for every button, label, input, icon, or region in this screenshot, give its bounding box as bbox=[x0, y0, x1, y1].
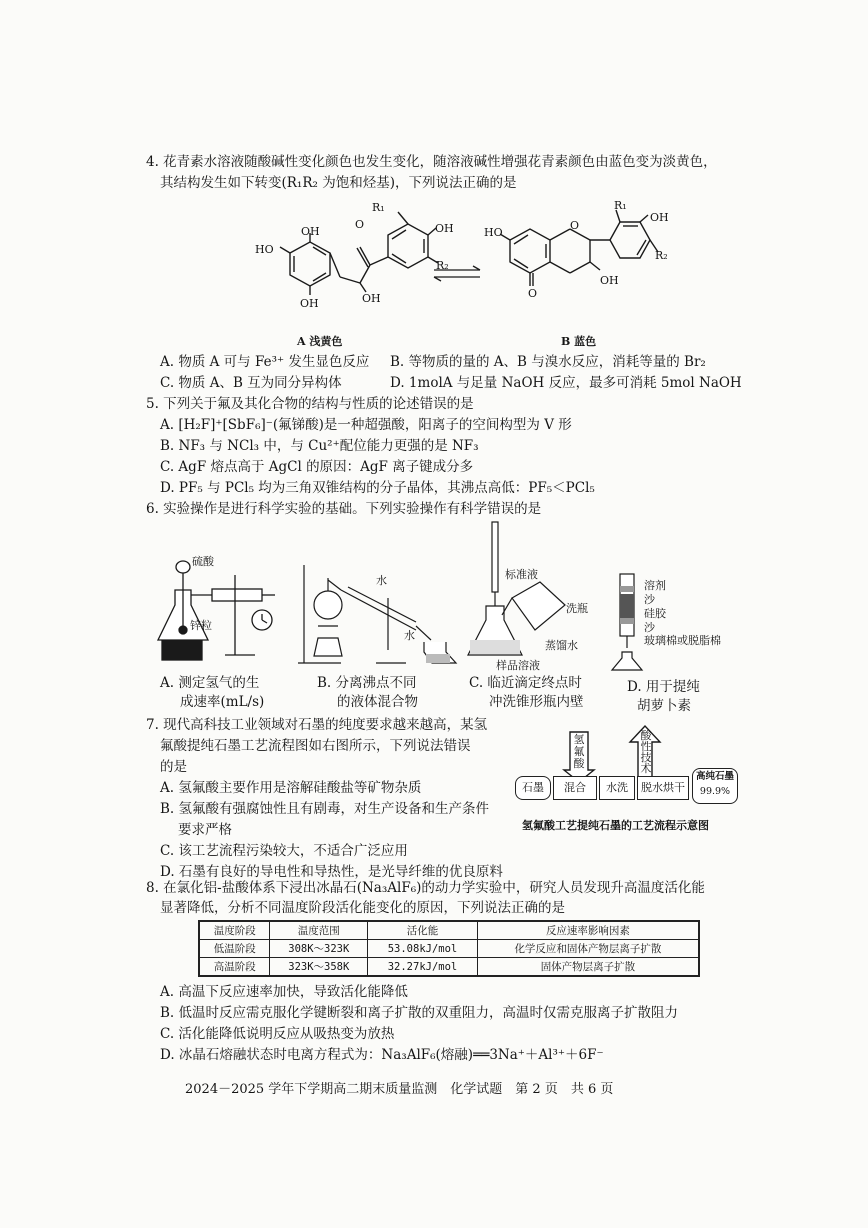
q8-option-c: C. 活化能降低说明反应从吸热变为放热 bbox=[160, 1026, 395, 1042]
table-cell: 高温阶段 bbox=[199, 958, 270, 977]
caption-a: A 浅黄色 bbox=[297, 335, 343, 348]
q4-stem-line1: 4. 花青素水溶液随酸碱性变化颜色也发生变化，随溶液碱性增强花青素颜色由蓝色变为淡黄色， bbox=[146, 154, 717, 170]
label-acid: 硫酸 bbox=[192, 555, 214, 568]
apparatus-d-image bbox=[608, 570, 648, 675]
label-sand-top: 沙 bbox=[644, 593, 655, 606]
q8-stem-line2: 显著降低，分析不同温度阶段活化能变化的原因，下列说法正确的是 bbox=[160, 900, 565, 916]
q4-option-d: D. 1molA 与足量 NaOH 反应，最多可消耗 5mol NaOH bbox=[390, 375, 742, 391]
label-distilled: 蒸馏水 bbox=[545, 639, 578, 652]
q6-option-b-line1: B. 分离沸点不同 bbox=[317, 675, 417, 691]
q8-option-b: B. 低温时反应需克服化学键断裂和离子扩散的双重阻力，高温时仅需克服离子扩散阻力 bbox=[160, 1005, 679, 1021]
label-oh: OH bbox=[301, 225, 320, 238]
flow-caption: 氢氟酸工艺提纯石墨的工艺流程示意图 bbox=[522, 819, 709, 832]
label-r1: R₁ bbox=[372, 201, 385, 214]
q7-option-a: A. 氢氟酸主要作用是溶解硅酸盐等矿物杂质 bbox=[160, 780, 422, 796]
q5-option-d: D. PF₅ 与 PCl₅ 均为三角双锥结构的分子晶体，其沸点高低：PF₅＜PCl₅ bbox=[160, 480, 595, 496]
q8-option-d: D. 冰晶石熔融状态时电离方程式为：Na₃AlF₆(熔融)══3Na⁺＋Al³⁺＋6F⁻ bbox=[160, 1047, 604, 1063]
table-header: 活化能 bbox=[368, 921, 478, 940]
q4-option-b: B. 等物质的量的 A、B 与溴水反应，消耗等量的 Br₂ bbox=[390, 354, 706, 370]
table-header: 温度范围 bbox=[270, 921, 368, 940]
label-zinc: 锌粒 bbox=[190, 619, 212, 632]
q6-stem: 6. 实验操作是进行科学实验的基础。下列实验操作有科学错误的是 bbox=[146, 501, 542, 517]
pure-label: 高纯石墨 bbox=[695, 771, 734, 782]
q5-option-c: C. AgF 熔点高于 AgCl 的原因：AgF 离子键成分多 bbox=[160, 459, 474, 475]
table-row bbox=[199, 958, 699, 977]
q7-stem-line3: 的是 bbox=[160, 759, 187, 775]
table-cell: 323K～358K bbox=[270, 958, 368, 977]
label-silica: 硅胶 bbox=[644, 607, 666, 620]
activation-energy-table bbox=[198, 920, 700, 977]
q4-stem-line2: 其结构发生如下转变(R₁R₂ 为饱和烃基)，下列说法正确的是 bbox=[160, 175, 517, 191]
table-header-row bbox=[199, 921, 699, 940]
q7-stem-line1: 7. 现代高科技工业领域对石墨的纯度要求越来越高，某氢 bbox=[146, 717, 488, 733]
caption-b: B 蓝色 bbox=[561, 335, 597, 348]
q7-option-c: C. 该工艺流程污染较大，不适合广泛应用 bbox=[160, 843, 408, 859]
box-mix: 混合 bbox=[553, 776, 597, 800]
box-wash: 水洗 bbox=[599, 776, 635, 800]
label-water-out: 水 bbox=[404, 629, 415, 642]
q6-option-c-line2: 冲洗锥形瓶内壁 bbox=[489, 694, 584, 710]
q7-option-d: D. 石墨有良好的导电性和导热性，是光导纤维的优良原料 bbox=[160, 864, 503, 880]
label-ho: HO bbox=[255, 243, 274, 256]
q7-option-b-cont: 要求严格 bbox=[178, 822, 232, 838]
label-washer: 洗瓶 bbox=[566, 602, 588, 615]
label-sand-bottom: 沙 bbox=[644, 621, 655, 634]
q7-option-b: B. 氢氟酸有强腐蚀性且有剧毒，对生产设备和生产条件 bbox=[160, 801, 490, 817]
label-oh: OH bbox=[435, 222, 454, 235]
q5-option-b: B. NF₃ 与 NCl₃ 中，与 Cu²⁺配位能力更强的是 NF₃ bbox=[160, 438, 479, 454]
label-sample: 样品溶液 bbox=[496, 659, 540, 672]
q4-option-c: C. 物质 A、B 互为同分异构体 bbox=[160, 375, 342, 391]
label-r2: R₂ bbox=[655, 249, 668, 262]
label-oh: OH bbox=[600, 274, 619, 287]
q6-option-a-line1: A. 测定氢气的生 bbox=[160, 675, 260, 691]
label-hf: 氢氟酸 bbox=[573, 733, 585, 770]
label-o: O bbox=[355, 218, 365, 231]
q6-option-b-line2: 的液体混合物 bbox=[337, 694, 418, 710]
q8-stem-line1: 8. 在氯化铝-盐酸体系下浸出冰晶石(Na₃AlF₆)的动力学实验中，研究人员发现升高温度活化能 bbox=[146, 880, 705, 896]
page-footer: 2024－2025 学年下学期高二期末质量监测 化学试题 第 2 页 共 6 页 bbox=[185, 1082, 614, 1097]
label-solvent: 溶剂 bbox=[644, 579, 666, 592]
label-oh: OH bbox=[362, 292, 381, 305]
label-r1: R₁ bbox=[614, 199, 627, 212]
box-dry: 脱水烘干 bbox=[637, 776, 689, 800]
q6-option-c-line1: C. 临近滴定终点时 bbox=[469, 675, 582, 691]
label-standard: 标准液 bbox=[505, 568, 538, 581]
q5-option-a: A. [H₂F]⁺[SbF₆]⁻(氟锑酸)是一种超强酸，阳离子的空间构型为 V 形 bbox=[160, 417, 572, 433]
label-glass-wool: 玻璃棉或脱脂棉 bbox=[644, 634, 721, 647]
label-ho: HO bbox=[484, 226, 503, 239]
table-cell: 53.08kJ/mol bbox=[368, 940, 478, 958]
label-o: O bbox=[570, 219, 580, 232]
table-row bbox=[199, 940, 699, 958]
q8-option-a: A. 高温下反应速率加快，导致活化能降低 bbox=[160, 984, 408, 1000]
apparatus-a-image bbox=[150, 545, 300, 665]
label-water-in: 水 bbox=[376, 574, 387, 587]
table-cell: 化学反应和固体产物层离子扩散 bbox=[477, 940, 699, 958]
label-o: O bbox=[528, 287, 538, 300]
box-pure-graphite bbox=[692, 768, 738, 804]
equilibrium-arrow bbox=[430, 265, 486, 283]
table-header: 反应速率影响因素 bbox=[477, 921, 699, 940]
q4-option-a: A. 物质 A 可与 Fe³⁺ 发生显色反应 bbox=[160, 354, 370, 370]
label-r2: R₂ bbox=[436, 259, 449, 272]
table-header: 温度阶段 bbox=[199, 921, 270, 940]
structure-a-image bbox=[240, 195, 450, 330]
label-oh: OH bbox=[300, 297, 319, 310]
q5-stem: 5. 下列关于氟及其化合物的结构与性质的论述错误的是 bbox=[146, 396, 474, 412]
q6-option-d-line1: D. 用于提纯 bbox=[627, 679, 700, 695]
table-cell: 低温阶段 bbox=[199, 940, 270, 958]
table-cell: 308K～323K bbox=[270, 940, 368, 958]
label-oh: OH bbox=[650, 211, 669, 224]
q6-option-a-line2: 成速率(mL/s) bbox=[180, 694, 265, 710]
table-cell: 固体产物层离子扩散 bbox=[477, 958, 699, 977]
purity-value: 99.9% bbox=[699, 786, 731, 797]
table-cell: 32.27kJ/mol bbox=[368, 958, 478, 977]
box-graphite: 石墨 bbox=[515, 776, 551, 800]
q7-stem-line2: 氟酸提纯石墨工艺流程图如右图所示，下列说法错误 bbox=[160, 738, 471, 754]
label-acid-tech: 酸性技术 bbox=[640, 729, 652, 775]
q6-option-d-line2: 胡萝卜素 bbox=[637, 698, 691, 714]
